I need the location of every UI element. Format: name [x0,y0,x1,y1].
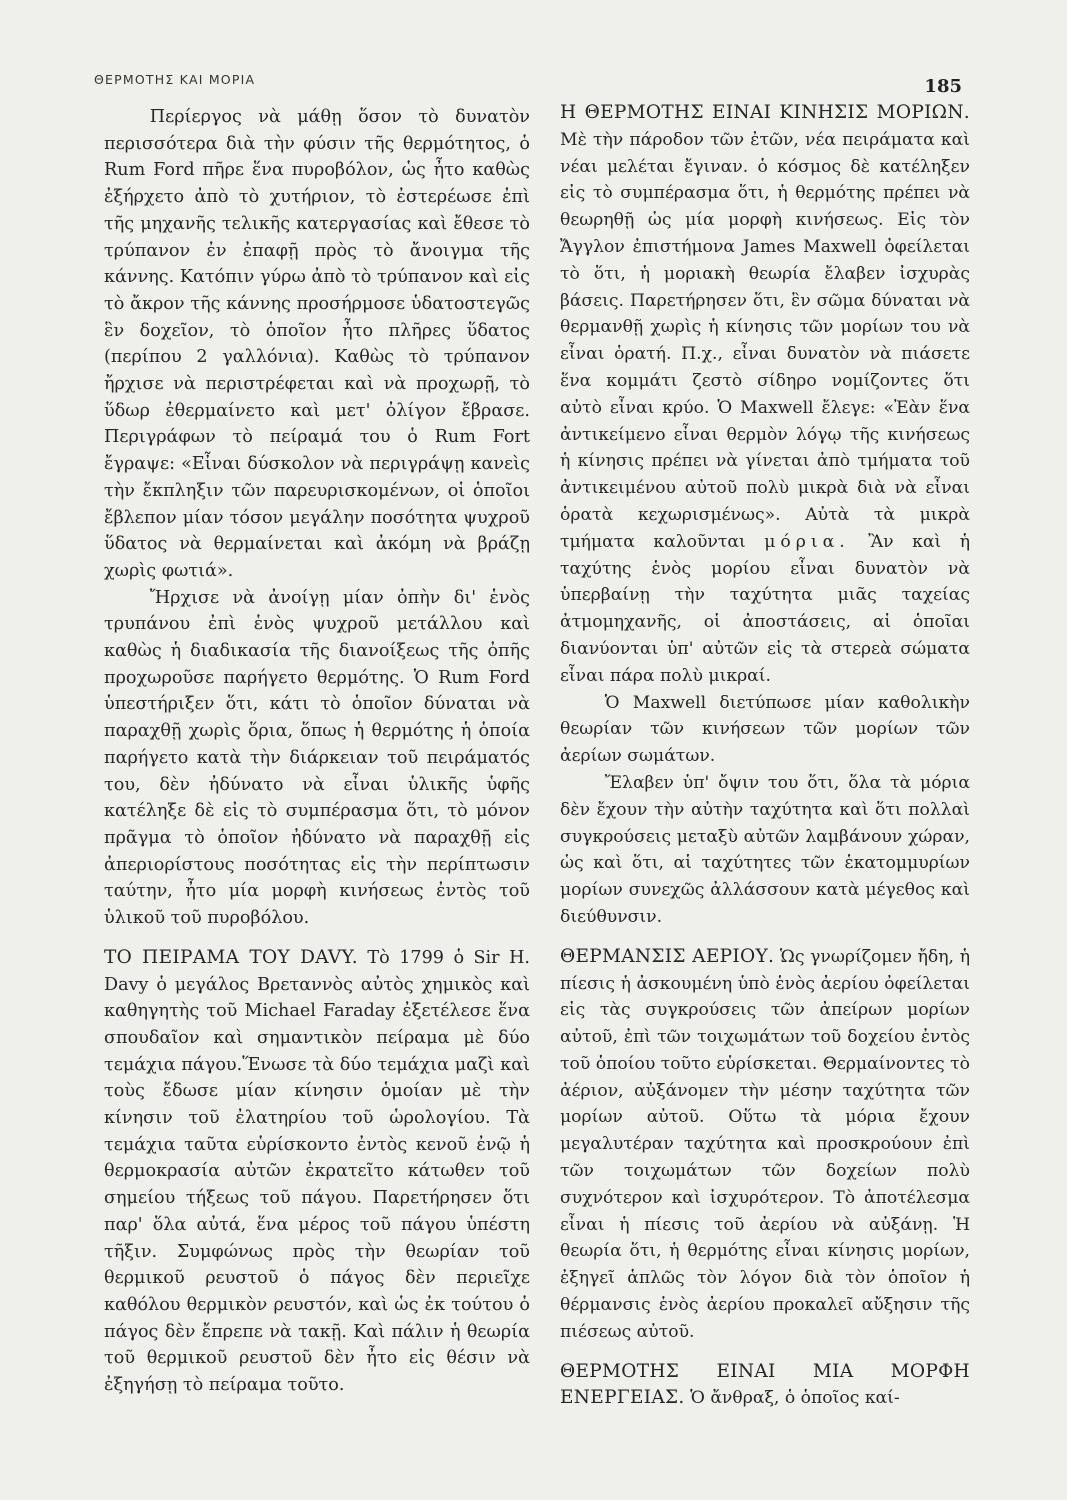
moria-term: μόρια. [764,531,850,552]
gas-paragraph: Ὡς γνωρίζομεν ἤδη, ἡ πίεσις ἡ ἀσκουμένη ὑπὸ ἑνὸς ἀερίου ὀφείλεται εἰς τὰς συγκρούσεις τῶν ἀπείρων μορίων αὐτοῦ, ἐπὶ τῶν τοιχωμάτων τοῦ δοχείου ἐντὸς τοῦ ὁποίου τοῦτο εὑρίσκεται. Θερμαίνοντες τὸ ἀέριον, αὐξάνομεν τὴν μέσην ταχύτητα τῶν μορίων αὐτοῦ. Οὕτω τὰ μόρια ἔχουν μεγαλυτέραν ταχύτητα καὶ προσκρούουν ἐπὶ τῶν τοιχωμάτων τῶν δοχείων πολὺ συχνότερον καὶ ἰσχυρότερον. Τὸ ἀποτέλεσμα εἶναι ἡ πίεσις τοῦ ἀερίου νὰ αὐξάνῃ. Ἡ θεωρία ὅτι, ἡ θερμότης εἶναι κίνησις μορίων, ἐξηγεῖ ἁπλῶς τὸν λόγον διὰ τὸν ὁποῖον ἡ θέρμανσις ἑνὸς ἀερίου προκαλεῖ αὔξησιν τῆς πιέσεως αὐτοῦ. [560,946,970,1342]
maxwell-paragraph: Μὲ τὴν πάροδον τῶν ἐτῶν, νέα πειράματα καὶ νέαι μελέται ἔγιναν. ὁ κόσμος δὲ κατέληξεν εἰς τὸ συμπέρασμα ὅτι, ἡ θερμότης πρέπει νὰ θεωρηθῇ ὡς μία μορφὴ κινήσεως. Εἰς τὸν Ἄγγλον ἐπιστήμονα James Maxwell ὀφείλεται τὸ ὅτι, ἡ μοριακὴ θεωρία ἔλαβεν ἰσχυρὰς βάσεις. Παρετήρησεν ὅτι, ἓν σῶμα δύναται νὰ θερμανθῇ χωρὶς ἡ κίνησις τῶν μορίων του νὰ εἶναι ὁρατή. Π.χ., εἶναι δυνατὸν νὰ πιάσετε ἕνα κομμάτι ζεστὸ σίδηρο νομίζοντες ὅτι αὐτὸ εἶναι κρύο. Ὁ Maxwell ἔλεγε: «Ἐὰν ἕνα ἀντικείμενο εἶναι θερμὸν λόγῳ τῆς κινήσεως ἡ κίνησις πρέπει νὰ γίνεται ἀπὸ τμήματα τοῦ ἀντικειμένου αὐτοῦ πολὺ μικρὰ διὰ νὰ εἶναι ὁρατὰ κεχωρισμένως». Αὐτὰ τὰ μικρὰ τμήματα καλοῦνται [560,129,970,552]
maxwell-paragraph-end: Ἂν καὶ ἡ ταχύτης ἑνὸς μορίου εἶναι δυνατὸν νὰ ὑπερβαίνῃ τὴν ταχύτητα μιᾶς ταχείας ἀτμομηχανῆς, οἱ ἀποστάσεις, αἱ ὁποῖαι διανύονται ὑπ' αὐτῶν εἰς τὰ στερεὰ σώματα εἶναι πάρα πολὺ μικραί. [560,531,970,686]
left-column [104,104,530,1399]
rumford-drill-paragraph: Ἤρχισε νὰ ἀνοίγῃ μίαν ὀπὴν δι' ἑνὸς τρυπάνου ἐπὶ ἑνὸς ψυχροῦ μετάλλου καὶ καθὼς ἡ διαδικασία τῆς διανοίξεως τῆς ὀπῆς προχωροῦσε παρήγετο θερμότης. Ὁ Rum Ford ὑπεστήριξεν ὅτι, κάτι τὸ ὁποῖον δύναται νὰ παραχθῇ χωρὶς ὅρια, ὅπως ἡ θερμότης ἡ ὁποία παρήγετο κατὰ τὴν διάρκειαν τοῦ πειράματός του, δὲν ἠδύνατο νὰ εἶναι ὑλικῆς ὑφῆς κατέληξε δὲ εἰς τὸ συμπέρασμα ὅτι, τὸ μόνον πρᾶγμα τὸ ὁποῖον ἠδύνατο νὰ παραχθῇ εἰς ἀπεριορίστους ποσότητας εἰς τὴν περίπτωσιν ταύτην, ἦτο μία μορφὴ κινήσεως ἐντὸς τοῦ ὑλικοῦ τοῦ πυροβόλου. [104,587,530,929]
kinesis-heading: Η ΘΕΡΜΟΤΗΣ ΕΙΝΑΙ ΚΙΝΗΣΙΣ ΜΟΡΙΩΝ. [560,102,970,123]
energy-paragraph: Ὁ ἄνθραξ, ὁ ὁποῖος καί- [690,1388,900,1409]
davy-paragraph: Τὸ 1799 ὁ Sir H. Davy ὁ μεγάλος Βρεταννὸς αὐτὸς χημικὸς καὶ καθηγητὴς τοῦ Michael Faraday ἐξετέλεσε ἕνα σπουδαῖον καὶ σημαντικὸν πείραμα μὲ δύο τεμάχια πάγου.Ἕνωσε τὰ δύο τεμάχια μαζὶ καὶ τοὺς ἔδωσε μίαν κίνησιν ὁμοίαν μὲ τὴν κίνησιν τοῦ ἐλατηρίου τοῦ ὡρολογίου. Τὰ τεμάχια ταῦτα εὑρίσκοντο ἐντὸς κενοῦ ἐνῷ ἡ θερμοκρασία αὐτῶν ἐκρατεῖτο κάτωθεν τοῦ σημείου τήξεως τοῦ πάγου. Παρετήρησεν ὅτι παρ' ὅλα αὐτά, ἕνα μέρος τοῦ πάγου ὑπέστη τῆξιν. Συμφώνως πρὸς τὴν θεωρίαν τοῦ θερμικοῦ ρευστοῦ ὁ πάγος δὲν περιεῖχε καθόλου θερμικὸν ρευστόν, καὶ ὡς ἐκ τούτου ὁ πάγος δὲν ἔπρεπε νὰ τακῇ. Καὶ πάλιν ἡ θεωρία τοῦ θερμικοῦ ρευστοῦ δὲν ἦτο εἰς θέσιν νὰ ἐξηγήσῃ τὸ πείραμα τοῦτο. [104,947,531,1396]
davy-heading: ΤΟ ΠΕΙΡΑΜΑ ΤΟΥ DAVY. [104,946,358,968]
molecule-speeds-paragraph: Ἔλαβεν ὑπ' ὄψιν του ὅτι, ὅλα τὰ μόρια δὲν ἔχουν τὴν αὐτὴν ταχύτητα καὶ ὅτι πολλαὶ συγκρούσεις μεταξὺ αὐτῶν λαμβάνουν χώραν, ὡς καὶ ὅτι, αἱ ταχύτητες τῶν ἑκατομμυρίων μορίων συνεχῶς ἀλλάσσουν κατὰ μέγεθος καὶ διεύθυνσιν. [560,772,970,927]
running-head: ΘΕΡΜΟΤΗΣ ΚΑΙ ΜΟΡΙΑ [94,72,256,87]
right-column [560,100,970,1412]
davy-section [104,945,530,1399]
energy-heading: ΘΕΡΜΟΤΗΣ ΕΙΝΑΙ ΜΙΑ ΜΟΡΦΗ ΕΝΕΡΓΕΙΑΣ. [560,1360,970,1409]
kinesis-section [560,100,970,690]
maxwell-theory-paragraph: Ὁ Maxwell διετύπωσε μίαν καθολικὴν θεωρίαν τῶν κινήσεων τῶν μορίων τῶν ἀερίων σωμάτων. [560,692,970,767]
energy-section [560,1359,970,1413]
rumford-paragraph: Περίεργος νὰ μάθῃ ὅσον τὸ δυνατὸν περισσότερα διὰ τὴν φύσιν τῆς θερμότητος, ὁ Rum Ford πῆρε ἕνα πυροβόλον, ὡς ἦτο καθὼς ἐξήρχετο ἀπὸ τὸ χυτήριον, τὸ ἐστερέωσε ἐπὶ τῆς μηχανῆς τελικῆς κατεργασίας καὶ ἔθεσε τὸ τρύπανον ἐν ἐπαφῇ πρὸς τὸ ἄνοιγμα τῆς κάννης. Κατόπιν γύρω ἀπὸ τὸ τρύπανον καὶ εἰς τὸ ἄκρον τῆς κάννης προσήρμοσε ὑδατοστεγῶς ἓν δοχεῖον, τὸ ὁποῖον ἦτο πλῆρες ὕδατος (περίπου 2 γαλλόνια). Καθὼς τὸ τρύπανον ἤρχισε νὰ περιστρέφεται καὶ νὰ προχωρῇ, τὸ ὕδωρ ἐθερμαίνετο καὶ μετ' ὀλίγον ἔβρασε. Περιγράφων τὸ πείραμά του ὁ Rum Fort ἔγραψε: «Εἶναι δύσκολον νὰ περιγράψῃ κανεὶς τὴν ἔκπληξιν τῶν παρευρισκομένων, οἱ ὁποῖοι ἔβλεπον μίαν τόσον μεγάλην ποσότητα ψυχροῦ ὕδατος νὰ θερμαίνεται καὶ ἀκόμη νὰ βράζῃ χωρὶς φωτιά». [104,107,531,581]
gas-section [560,944,970,1346]
page-number: 185 [924,76,962,97]
gas-heading: ΘΕΡΜΑΝΣΙΣ ΑΕΡΙΟΥ. [560,945,775,967]
